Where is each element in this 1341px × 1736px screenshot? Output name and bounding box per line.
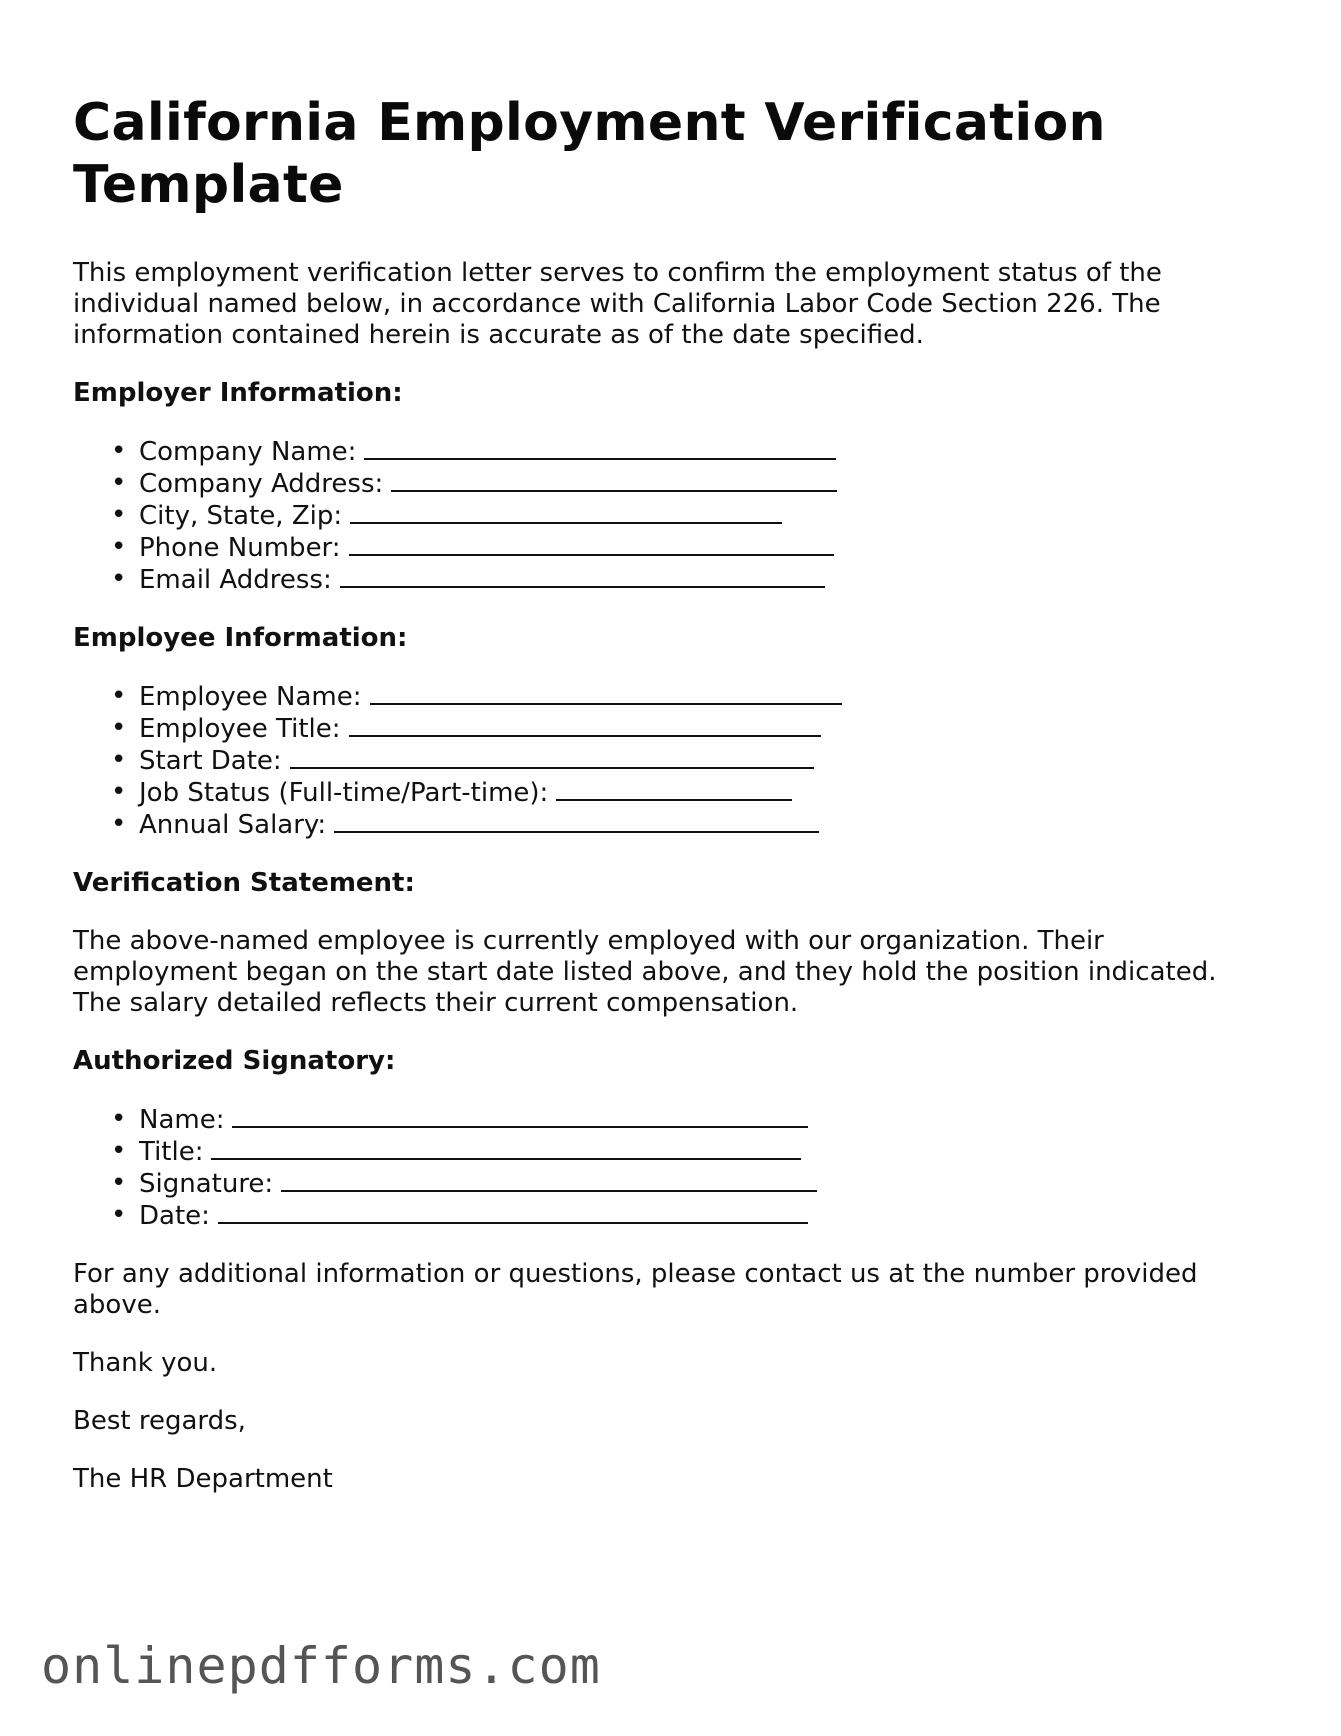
field-label: Date:	[139, 1201, 210, 1231]
employee-title-field[interactable]	[349, 713, 821, 737]
field-label: Company Address:	[139, 469, 384, 499]
company-address-field[interactable]	[391, 468, 837, 492]
annual-salary-field[interactable]	[334, 809, 819, 833]
start-date-item	[111, 745, 1273, 777]
regards-line: Best regards,	[73, 1406, 246, 1436]
employee-name-item	[111, 681, 1273, 713]
signature-field[interactable]	[281, 1168, 817, 1192]
page-title: California Employment Verification Template	[73, 93, 1106, 215]
signatory-date-field[interactable]	[218, 1200, 808, 1224]
field-label: Employee Name:	[139, 682, 362, 712]
bullet-icon: •	[111, 745, 127, 775]
signatory-date-item	[111, 1200, 1273, 1232]
signatory-fields-list	[73, 1104, 1273, 1232]
employee-name-field[interactable]	[370, 681, 842, 705]
signatory-title-item	[111, 1136, 1273, 1168]
bullet-icon: •	[111, 1136, 127, 1166]
signatory-name-field[interactable]	[232, 1104, 808, 1128]
employee-title-item	[111, 713, 1273, 745]
field-label: Annual Salary:	[139, 810, 327, 840]
field-label: Job Status (Full-time/Part-time):	[139, 778, 549, 808]
contact-paragraph: For any additional information or questions, please contact us at the number provided above.	[73, 1259, 1198, 1320]
employee-fields-list	[73, 681, 1273, 841]
field-label: Signature:	[139, 1169, 274, 1199]
field-label: City, State, Zip:	[139, 501, 343, 531]
field-label: Employee Title:	[139, 714, 341, 744]
signatory-name-item	[111, 1104, 1273, 1136]
bullet-icon: •	[111, 1104, 127, 1134]
company-name-item	[111, 436, 1273, 468]
field-label: Phone Number:	[139, 533, 341, 563]
sender-line: The HR Department	[73, 1464, 333, 1494]
field-label: Company Name:	[139, 437, 357, 467]
employee-heading: Employee Information:	[73, 623, 408, 653]
job-status-field[interactable]	[556, 777, 792, 801]
bullet-icon: •	[111, 1168, 127, 1198]
field-label: Title:	[139, 1137, 204, 1167]
signatory-heading: Authorized Signatory:	[73, 1046, 396, 1076]
verification-paragraph: The above-named employee is currently employed with our organization. Their employment began on the start date listed above, and they hold the position indicated. The salary detailed reflects their current compensation.	[73, 926, 1217, 1018]
signatory-title-field[interactable]	[211, 1136, 801, 1160]
phone-number-item	[111, 532, 1273, 564]
thanks-line: Thank you.	[73, 1348, 218, 1378]
bullet-icon: •	[111, 532, 127, 562]
bullet-icon: •	[111, 468, 127, 498]
annual-salary-item	[111, 809, 1273, 841]
signature-item	[111, 1168, 1273, 1200]
company-address-item	[111, 468, 1273, 500]
email-address-field[interactable]	[340, 564, 825, 588]
bullet-icon: •	[111, 809, 127, 839]
field-label: Name:	[139, 1105, 225, 1135]
phone-number-field[interactable]	[349, 532, 834, 556]
bullet-icon: •	[111, 777, 127, 807]
bullet-icon: •	[111, 713, 127, 743]
intro-paragraph: This employment verification letter serves to confirm the employment status of the individual named below, in accordance with California Labor Code Section 226. The information contained herein is accurate as of the date specified.	[73, 258, 1162, 350]
city-state-zip-field[interactable]	[350, 500, 782, 524]
employer-fields-list	[73, 436, 1273, 596]
document-page	[73, 92, 1273, 1495]
job-status-item	[111, 777, 1273, 809]
field-label: Email Address:	[139, 565, 332, 595]
bullet-icon: •	[111, 1200, 127, 1230]
company-name-field[interactable]	[364, 436, 836, 460]
field-label: Start Date:	[139, 746, 282, 776]
watermark: onlinepdfforms.com	[41, 1637, 601, 1695]
start-date-field[interactable]	[290, 745, 814, 769]
bullet-icon: •	[111, 564, 127, 594]
employer-heading: Employer Information:	[73, 378, 403, 408]
bullet-icon: •	[111, 681, 127, 711]
verification-heading: Verification Statement:	[73, 868, 415, 898]
bullet-icon: •	[111, 436, 127, 466]
bullet-icon: •	[111, 500, 127, 530]
city-state-zip-item	[111, 500, 1273, 532]
email-address-item	[111, 564, 1273, 596]
